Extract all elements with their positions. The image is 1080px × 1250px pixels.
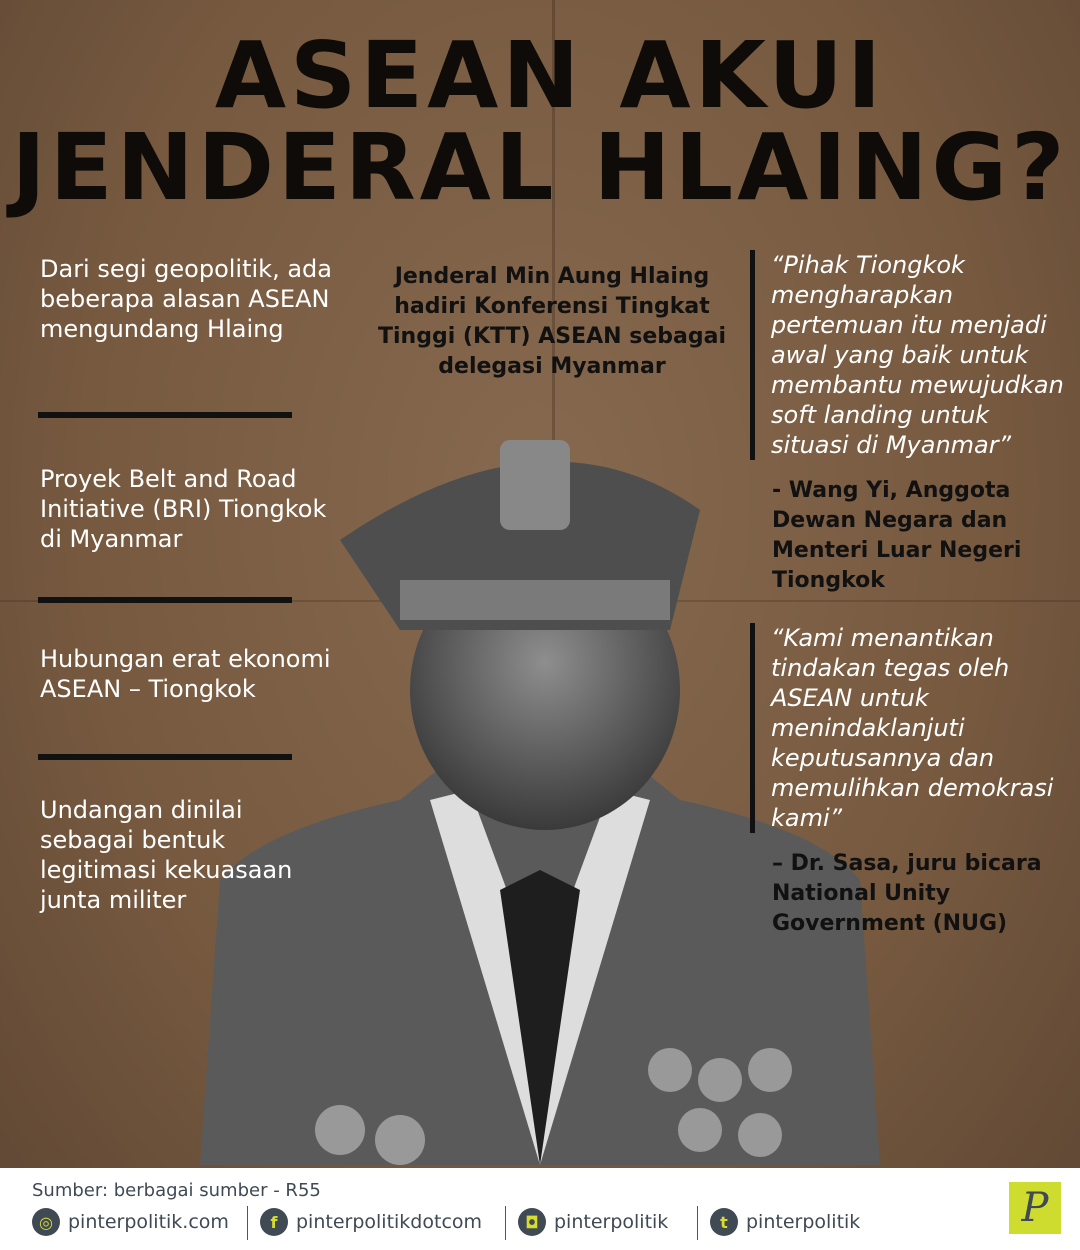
pinterpolitik-logo: P — [1009, 1182, 1061, 1234]
facebook-icon: f — [260, 1208, 288, 1236]
reason-economy: Hubungan erat ekonomi ASEAN – Tiongkok — [40, 645, 331, 703]
quote-attribution: – Dr. Sasa, juru bicara National Unity Government (NUG) — [772, 851, 1042, 936]
headline-line-2: JENDERAL HLAING? — [11, 114, 1069, 221]
link-label: pinterpolitik.com — [68, 1211, 229, 1233]
divider — [38, 597, 292, 603]
headline-line-1: ASEAN AKUI — [214, 22, 886, 129]
footer — [0, 1168, 1080, 1250]
divider — [38, 754, 292, 760]
globe-icon: ◎ — [32, 1208, 60, 1236]
source-text: Sumber: berbagai sumber - R55 — [32, 1180, 321, 1201]
link-label: pinterpolitikdotcom — [296, 1211, 483, 1233]
website-link[interactable] — [32, 1208, 229, 1236]
divider — [38, 412, 292, 418]
twitter-link[interactable] — [710, 1208, 860, 1236]
link-label: pinterpolitik — [746, 1211, 861, 1233]
instagram-link[interactable] — [518, 1208, 668, 1236]
facebook-link[interactable] — [260, 1208, 482, 1236]
twitter-icon: t — [710, 1208, 738, 1236]
separator — [505, 1206, 506, 1240]
quote-sasa: “Kami menantikan tindakan tegas oleh ASEAN untuk menindaklanjuti keputusannya dan memulihkan demokrasi kami” — [750, 623, 1070, 833]
separator — [247, 1206, 248, 1240]
reason-bri: Proyek Belt and Road Initiative (BRI) Tiongkok di Myanmar — [40, 465, 327, 553]
quote-wang-yi: “Pihak Tiongkok mengharapkan pertemuan itu menjadi awal yang baik untuk membantu mewujudkan soft landing untuk situasi di Myanmar” — [750, 250, 1070, 460]
instagram-icon: ◘ — [518, 1208, 546, 1236]
reason-legitimacy: Undangan dinilai sebagai bentuk legitimasi kekuasaan junta militer — [40, 796, 293, 914]
photo-caption: Jenderal Min Aung Hlaing hadiri Konferensi Tingkat Tinggi (KTT) ASEAN sebagai delegasi Myanmar — [378, 264, 726, 379]
separator — [697, 1206, 698, 1240]
quote-attribution: - Wang Yi, Anggota Dewan Negara dan Menteri Luar Negeri Tiongkok — [772, 478, 1022, 593]
reason-intro: Dari segi geopolitik, ada beberapa alasan ASEAN mengundang Hlaing — [40, 255, 332, 343]
link-label: pinterpolitik — [554, 1211, 669, 1233]
